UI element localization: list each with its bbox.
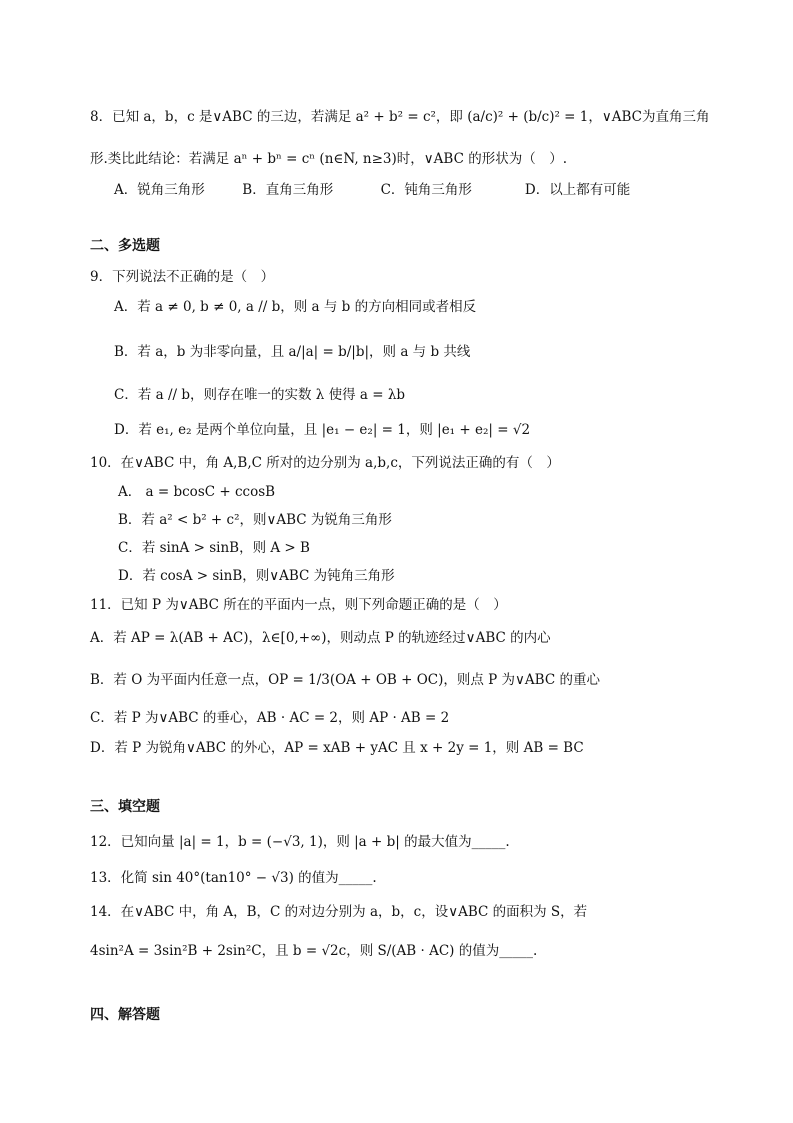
q14-line2: 4sin²A = 3sin²B + 2sin²C，且 b = √2c，则 S/(AB · AC) 的值为_____. [90, 943, 538, 959]
q10-option-a: A． a = bcosC + ccosB [118, 484, 276, 500]
q11-option-c: C．若 P 为∨ABC 的垂心，AB · AC = 2，则 AP · AB = 2 [90, 710, 450, 726]
q10-option-c: C．若 sinA > sinB，则 A > B [118, 540, 310, 556]
q8-option-b: B．直角三角形 [242, 182, 334, 198]
q10-option-d: D．若 cosA > sinB，则∨ABC 为钝角三角形 [118, 568, 395, 584]
q8-option-c: C．钝角三角形 [380, 182, 472, 198]
section-heading-solutions: 四、解答题 [90, 1007, 160, 1023]
q14-line1: 14．在∨ABC 中，角 A，B，C 的对边分别为 a，b，c，设∨ABC 的面积为 S，若 [90, 904, 588, 920]
q11-option-a: A．若 AP = λ(AB + AC)，λ∈[0,+∞)，则动点 P 的轨迹经过∨ABC 的内心 [90, 630, 551, 646]
q8-option-a: A．锐角三角形 [114, 182, 205, 198]
q13-text: 13．化简 sin 40°(tan10° − √3) 的值为_____. [90, 870, 377, 886]
q8-option-d: D．以上都有可能 [524, 182, 631, 198]
q11-option-b: B．若 O 为平面内任意一点，OP = 1/3(OA + OB + OC)，则点 P 为∨ABC 的重心 [90, 672, 600, 688]
q9-option-c: C．若 a // b，则存在唯一的实数 λ 使得 a = λb [114, 387, 406, 403]
q9-stem: 9．下列说法不正确的是（ ） [90, 269, 275, 285]
q9-option-d: D．若 e₁, e₂ 是两个单位向量，且 |e₁ − e₂| = 1，则 |e₁ + e₂| = √2 [114, 422, 531, 438]
q10-option-b: B．若 a² < b² + c²，则∨ABC 为锐角三角形 [118, 512, 392, 528]
q8-line2: 形.类比此结论：若满足 aⁿ + bⁿ = cⁿ (n∈N, n≥3)时，∨ABC 的形状为（ ）. [90, 151, 567, 167]
q8-options [114, 181, 630, 199]
q8-line1: 8．已知 a，b，c 是∨ABC 的三边，若满足 a² + b² = c²，即 (a/c)² + (b/c)² = 1，∨ABC为直角三角 [90, 109, 710, 125]
q9-option-b: B．若 a，b 为非零向量，且 a/|a| = b/|b|，则 a 与 b 共线 [114, 344, 471, 360]
q11-stem: 11．已知 P 为∨ABC 所在的平面内一点，则下列命题正确的是（ ） [90, 597, 507, 613]
q11-option-d: D．若 P 为锐角∨ABC 的外心，AP = xAB + yAC 且 x + 2y = 1，则 AB = BC [90, 740, 584, 756]
q12-text: 12．已知向量 |a| = 1，b = (−√3, 1)，则 |a + b| 的最大值为_____. [90, 834, 510, 850]
q10-stem: 10．在∨ABC 中，角 A,B,C 所对的边分别为 a,b,c，下列说法正确的有（ ） [90, 455, 560, 471]
section-heading-fill-in: 三、填空题 [90, 799, 160, 815]
section-heading-multiple-choice: 二、多选题 [90, 238, 160, 254]
q9-option-a: A．若 a ≠ 0, b ≠ 0, a // b，则 a 与 b 的方向相同或者相反 [114, 299, 477, 315]
